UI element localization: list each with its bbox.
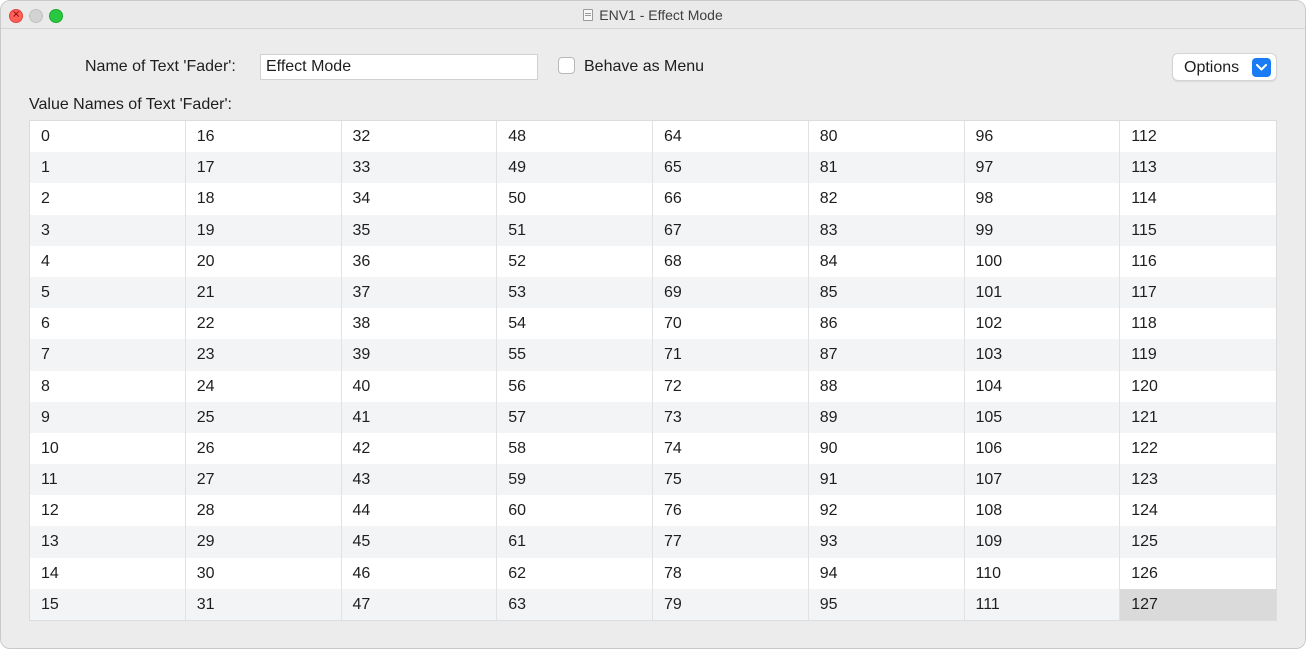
value-name-cell[interactable]: 17	[186, 152, 342, 183]
value-name-cell[interactable]: 64	[653, 121, 809, 152]
value-name-cell[interactable]: 25	[186, 402, 342, 433]
value-name-cell[interactable]: 87	[809, 339, 965, 370]
value-name-cell[interactable]: 97	[965, 152, 1121, 183]
value-name-cell[interactable]: 66	[653, 183, 809, 214]
value-name-cell[interactable]: 78	[653, 558, 809, 589]
value-name-cell[interactable]: 58	[497, 433, 653, 464]
value-name-cell[interactable]: 33	[342, 152, 498, 183]
value-name-cell[interactable]: 51	[497, 215, 653, 246]
value-name-cell[interactable]: 117	[1120, 277, 1276, 308]
value-name-cell[interactable]: 47	[342, 589, 498, 620]
value-name-cell[interactable]: 24	[186, 371, 342, 402]
value-name-cell[interactable]: 28	[186, 495, 342, 526]
value-name-cell[interactable]: 30	[186, 558, 342, 589]
value-name-cell[interactable]: 96	[965, 121, 1121, 152]
value-name-cell[interactable]: 35	[342, 215, 498, 246]
value-name-cell[interactable]: 55	[497, 339, 653, 370]
value-name-cell[interactable]: 81	[809, 152, 965, 183]
value-name-cell[interactable]: 62	[497, 558, 653, 589]
value-name-cell[interactable]: 50	[497, 183, 653, 214]
value-name-cell[interactable]: 5	[30, 277, 186, 308]
value-name-cell[interactable]: 52	[497, 246, 653, 277]
name-input[interactable]	[260, 54, 538, 80]
value-name-cell[interactable]: 32	[342, 121, 498, 152]
value-name-cell[interactable]: 121	[1120, 402, 1276, 433]
value-name-cell[interactable]: 82	[809, 183, 965, 214]
value-name-cell[interactable]: 6	[30, 308, 186, 339]
value-name-cell[interactable]: 63	[497, 589, 653, 620]
value-name-cell[interactable]: 54	[497, 308, 653, 339]
value-name-cell[interactable]: 0	[30, 121, 186, 152]
value-name-cell[interactable]: 43	[342, 464, 498, 495]
value-name-cell[interactable]: 20	[186, 246, 342, 277]
value-name-cell[interactable]: 115	[1120, 215, 1276, 246]
value-name-cell[interactable]: 111	[965, 589, 1121, 620]
value-name-cell[interactable]: 84	[809, 246, 965, 277]
value-name-cell[interactable]: 45	[342, 526, 498, 557]
window-title-group	[1, 1, 1305, 28]
name-label: Name of Text 'Fader':	[85, 58, 236, 75]
value-name-cell[interactable]: 65	[653, 152, 809, 183]
behave-as-menu-label[interactable]: Behave as Menu	[584, 58, 705, 75]
value-name-cell[interactable]: 53	[497, 277, 653, 308]
value-name-cell[interactable]: 13	[30, 526, 186, 557]
window-content	[1, 29, 1305, 648]
value-name-cell[interactable]: 120	[1131, 377, 1158, 395]
value-name-cell[interactable]: 74	[653, 433, 809, 464]
value-name-cell[interactable]: 95	[809, 589, 965, 620]
value-name-cell[interactable]: 16	[186, 121, 342, 152]
value-name-cell[interactable]: 79	[653, 589, 809, 620]
value-name-cell[interactable]: 49	[497, 152, 653, 183]
value-name-cell[interactable]: 113	[1120, 152, 1276, 183]
behave-as-menu-checkbox[interactable]	[558, 57, 575, 74]
value-name-cell[interactable]: 116	[1131, 252, 1157, 270]
value-name-cell[interactable]: 112	[1131, 128, 1157, 145]
value-name-cell[interactable]: 8	[30, 371, 186, 402]
value-name-cell[interactable]: 123	[1120, 464, 1276, 495]
value-name-cell[interactable]: 36	[342, 246, 498, 277]
value-name-cell[interactable]: 38	[342, 308, 498, 339]
value-name-cell[interactable]: 72	[653, 371, 809, 402]
value-name-cell[interactable]: 34	[342, 183, 498, 214]
value-name-cell[interactable]: 89	[809, 402, 965, 433]
value-name-cell[interactable]: 107	[965, 464, 1121, 495]
value-name-cell[interactable]: 42	[342, 433, 498, 464]
value-name-cell[interactable]: 91	[809, 464, 965, 495]
value-name-cell[interactable]: 68	[653, 246, 809, 277]
value-name-cell[interactable]: 12	[30, 495, 186, 526]
value-name-cell[interactable]: 70	[653, 308, 809, 339]
value-name-cell[interactable]: 73	[653, 402, 809, 433]
value-name-cell[interactable]: 124	[1131, 502, 1158, 520]
value-name-cell[interactable]: 26	[186, 433, 342, 464]
value-name-cell[interactable]: 101	[965, 277, 1121, 308]
value-name-cell[interactable]: 86	[809, 308, 965, 339]
value-name-cell[interactable]: 103	[965, 339, 1121, 370]
value-name-cell[interactable]: 98	[965, 183, 1121, 214]
value-name-cell[interactable]: 48	[497, 121, 653, 152]
document-icon	[583, 9, 593, 21]
value-name-cell[interactable]: 10	[30, 433, 186, 464]
value-name-cell[interactable]: 100	[965, 246, 1121, 277]
close-icon: ×	[12, 9, 21, 20]
value-name-cell[interactable]: 41	[342, 402, 498, 433]
value-name-cell[interactable]: 18	[186, 183, 342, 214]
value-name-cell[interactable]: 69	[653, 277, 809, 308]
value-name-cell[interactable]: 119	[1120, 339, 1276, 370]
value-name-cell[interactable]: 22	[186, 308, 342, 339]
options-popup-button[interactable]	[1172, 53, 1277, 81]
value-name-cell[interactable]: 104	[965, 371, 1121, 402]
value-name-cell[interactable]: 2	[30, 183, 186, 214]
value-name-cell[interactable]: 4	[30, 246, 186, 277]
value-name-cell[interactable]: 85	[809, 277, 965, 308]
value-name-cell[interactable]: 57	[497, 402, 653, 433]
chevron-down-icon	[1252, 58, 1271, 77]
value-name-cell[interactable]: 61	[497, 526, 653, 557]
value-name-cell[interactable]: 60	[497, 495, 653, 526]
value-names-table	[29, 120, 1277, 621]
value-name-cell[interactable]: 92	[809, 495, 965, 526]
window-title: ENV1 - Effect Mode	[599, 6, 723, 23]
value-name-cell[interactable]: 23	[186, 339, 342, 370]
value-name-cell[interactable]: 37	[342, 277, 498, 308]
value-name-cell[interactable]: 71	[653, 339, 809, 370]
value-name-cell[interactable]: 40	[342, 371, 498, 402]
options-label: Options	[1184, 59, 1240, 76]
value-name-cell[interactable]: 114	[1131, 190, 1157, 208]
value-name-cell[interactable]: 77	[653, 526, 809, 557]
value-name-cell[interactable]: 3	[30, 215, 186, 246]
value-name-cell[interactable]: 105	[965, 402, 1121, 433]
value-name-cell[interactable]: 99	[965, 215, 1121, 246]
value-name-cell[interactable]: 109	[965, 526, 1121, 557]
value-name-cell[interactable]: 14	[30, 558, 186, 589]
value-name-cell[interactable]: 31	[186, 589, 342, 620]
value-name-cell[interactable]: 106	[965, 433, 1121, 464]
value-name-cell[interactable]: 108	[965, 495, 1121, 526]
value-names-label: Value Names of Text 'Fader':	[29, 96, 232, 113]
value-name-cell[interactable]: 118	[1131, 315, 1157, 333]
value-name-cell[interactable]: 93	[809, 526, 965, 557]
value-name-cell[interactable]: 21	[186, 277, 342, 308]
value-name-cell[interactable]: 75	[653, 464, 809, 495]
value-name-cell[interactable]: 29	[186, 526, 342, 557]
value-name-cell[interactable]: 46	[342, 558, 498, 589]
value-name-cell[interactable]: 127	[1120, 589, 1276, 620]
value-name-cell[interactable]: 90	[809, 433, 965, 464]
value-name-cell[interactable]: 83	[809, 215, 965, 246]
value-name-cell[interactable]: 126	[1131, 564, 1158, 582]
value-name-cell[interactable]: 9	[30, 402, 186, 433]
value-name-cell[interactable]: 80	[809, 121, 965, 152]
value-name-cell[interactable]: 102	[965, 308, 1121, 339]
value-name-cell[interactable]: 7	[30, 339, 186, 370]
value-name-cell[interactable]: 59	[497, 464, 653, 495]
value-name-cell[interactable]: 11	[30, 464, 186, 495]
value-name-cell[interactable]: 56	[497, 371, 653, 402]
value-name-cell[interactable]: 88	[809, 371, 965, 402]
value-name-cell[interactable]: 67	[653, 215, 809, 246]
value-name-cell[interactable]: 27	[186, 464, 342, 495]
value-name-cell[interactable]: 19	[186, 215, 342, 246]
value-name-cell[interactable]: 122	[1131, 439, 1158, 457]
value-name-cell[interactable]: 44	[342, 495, 498, 526]
value-name-cell[interactable]: 1	[30, 152, 186, 183]
value-name-cell[interactable]: 110	[965, 558, 1121, 589]
value-name-cell[interactable]: 76	[653, 495, 809, 526]
value-name-cell[interactable]: 39	[342, 339, 498, 370]
title-bar[interactable]	[1, 1, 1305, 29]
value-name-cell[interactable]: 15	[30, 589, 186, 620]
value-name-cell[interactable]: 94	[809, 558, 965, 589]
value-name-cell[interactable]: 125	[1120, 526, 1276, 557]
